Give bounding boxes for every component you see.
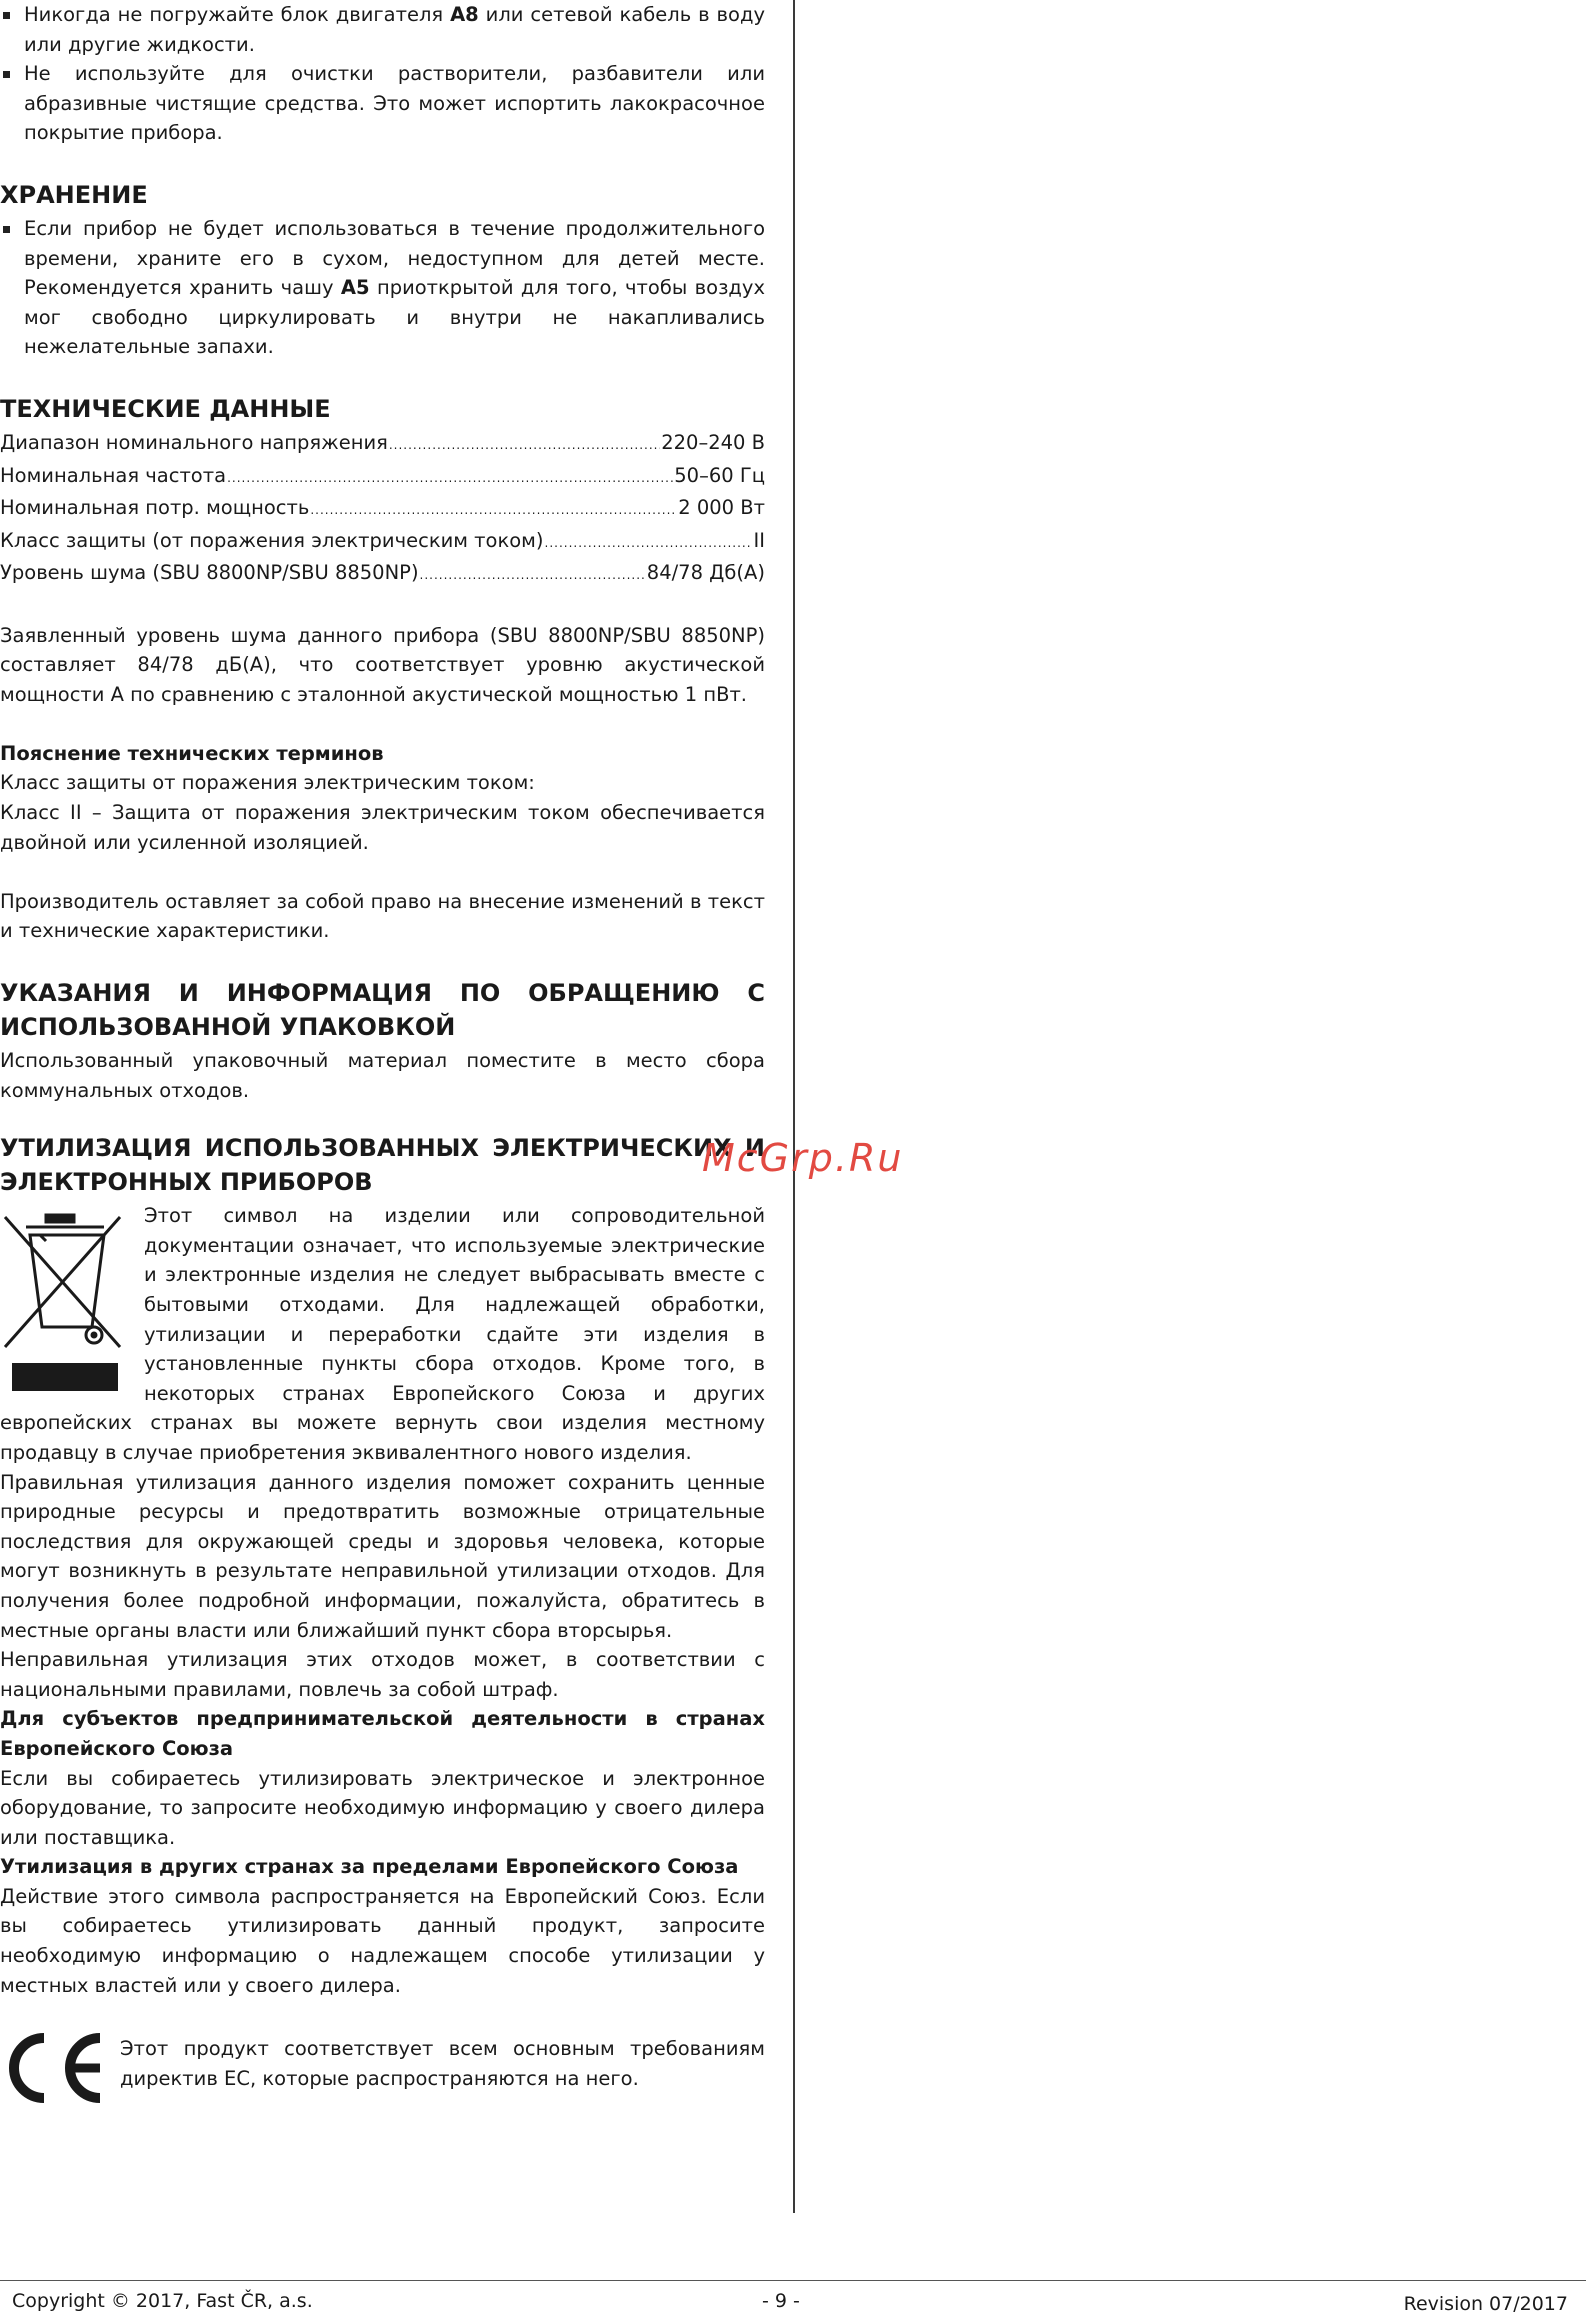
terms-heading: Пояснение технических терминов xyxy=(0,741,384,765)
footer-rule xyxy=(0,2280,1586,2281)
left-column xyxy=(0,0,765,2104)
spec-row: Номинальная потр. мощность ..... 2 000 Вт xyxy=(0,493,765,526)
weee-paragraph: Этот символ на изделии или сопроводительной документации означает, что используемые электрические и электронные изделия не следует выбрасывать вместе с бытовыми отходами. Для надлежащей обработки, утилизации и переработки сдайте эти изделия в установленные пункты сбора отходов. Кроме того, в некоторых странах Европейского Союза и других европейских странах вы можете вернуть свои изделия местному продавцу в случае приобретения эквивалентного нового изделия. xyxy=(0,1204,765,1464)
spec-row: Номинальная частота ..... 50–60 Гц xyxy=(0,461,765,494)
packaging-heading: УКАЗАНИЯ И ИНФОРМАЦИЯ ПО ОБРАЩЕНИЮ С ИСПОЛЬЗОВАННОЙ УПАКОВКОЙ xyxy=(0,979,765,1042)
crossed-out-wheelie-bin-icon xyxy=(0,1205,130,1401)
page-number: - 9 - xyxy=(762,2290,800,2312)
column-divider xyxy=(793,0,795,2213)
watermark: McGrp.Ru xyxy=(702,1136,904,1180)
disposal-paragraph: Правильная утилизация данного изделия поможет сохранить ценные природные ресурсы и предотвратить возможные отрицательные последствия для окружающей среды и здоровья человека, которые могут возникнуть в результате неправильной утилизации отходов. Для получения более подробной информации, пожалуйста, обратитесь в местные органы власти или ближайший пункт сбора вторсырья. xyxy=(0,1470,765,1642)
spec-row: Уровень шума (SBU 8800NP/SBU 8850NP) ..... 84/78 Дб(A) xyxy=(0,558,765,591)
spec-list xyxy=(0,428,765,591)
footer-revision: Revision 07/2017 xyxy=(1403,2293,1568,2315)
storage-heading: ХРАНЕНИЕ xyxy=(0,180,148,209)
terms-line: Класс II – Защита от поражения электрическим током обеспечивается двойной или усиленной изоляцией. xyxy=(0,801,765,854)
bullet-item: Никогда не погружайте блок двигателя A8 или сетевой кабель в воду или другие жидкости. xyxy=(0,0,765,59)
disposal-heading: УТИЛИЗАЦИЯ ИСПОЛЬЗОВАННЫХ ЭЛЕКТРИЧЕСКИХ И ЭЛЕКТРОННЫХ ПРИБОРОВ xyxy=(0,1134,765,1197)
non-eu-subheading: Утилизация в других странах за пределами Европейского Союза xyxy=(0,1855,739,1879)
eu-paragraph: Если вы собираетесь утилизировать электрическое и электронное оборудование, то запросите необходимую информацию у своего дилера или поставщика. xyxy=(0,1766,765,1849)
bullet-item: Если прибор не будет использоваться в течение продолжительного времени, храните его в сухом, недоступном для детей месте. Рекомендуется хранить чашу A5 приоткрытой для того, чтобы воздух мог свободно циркулировать и внутри не накапливались нежелательные запахи. xyxy=(0,214,765,362)
bullet-item: Не используйте для очистки растворители, разбавители или абразивные чистящие средства. Это может испортить лакокрасочное покрытие прибора. xyxy=(0,59,765,148)
disposal-paragraph: Неправильная утилизация этих отходов может, в соответствии с национальными правилами, повлечь за собой штраф. xyxy=(0,1648,765,1701)
reserve-paragraph: Производитель оставляет за собой право на внесение изменений в текст и технические характеристики. xyxy=(0,889,765,943)
ce-block xyxy=(0,2030,765,2104)
intro-bullets xyxy=(0,0,765,148)
ce-text: Этот продукт соответствует всем основным требованиям директив ЕС, которые распространяются на него. xyxy=(120,2037,765,2090)
non-eu-paragraph: Действие этого символа распространяется на Европейский Союз. Если вы собираетесь утилизировать данный продукт, запросите необходимую информацию о надлежащем способе утилизации у местных властей или у своего дилера. xyxy=(0,1884,765,1997)
page-footer xyxy=(0,2290,1586,2320)
tech-heading: ТЕХНИЧЕСКИЕ ДАННЫЕ xyxy=(0,394,331,423)
noise-paragraph: Заявленный уровень шума данного прибора (SBU 8800NP/SBU 8850NP) составляет 84/78 дБ(A), что соответствует уровню акустической мощности A по сравнению с эталонной акустической мощностью 1 пВт. xyxy=(0,623,765,706)
eu-subheading: Для субъектов предпринимательской деятельности в странах Европейского Союза xyxy=(0,1707,765,1760)
spec-row: Диапазон номинального напряжения ..... 220–240 В xyxy=(0,428,765,461)
storage-bullets xyxy=(0,214,765,362)
footer-copyright: Copyright © 2017, Fast ČR, a.s. xyxy=(12,2290,313,2312)
packaging-paragraph: Использованный упаковочный материал поместите в место сбора коммунальных отходов. xyxy=(0,1049,765,1102)
spec-row: Класс защиты (от поражения электрическим током) ..... II xyxy=(0,526,765,559)
ce-mark-icon xyxy=(0,2030,110,2104)
terms-line: Класс защиты от поражения электрическим током: xyxy=(0,771,535,795)
